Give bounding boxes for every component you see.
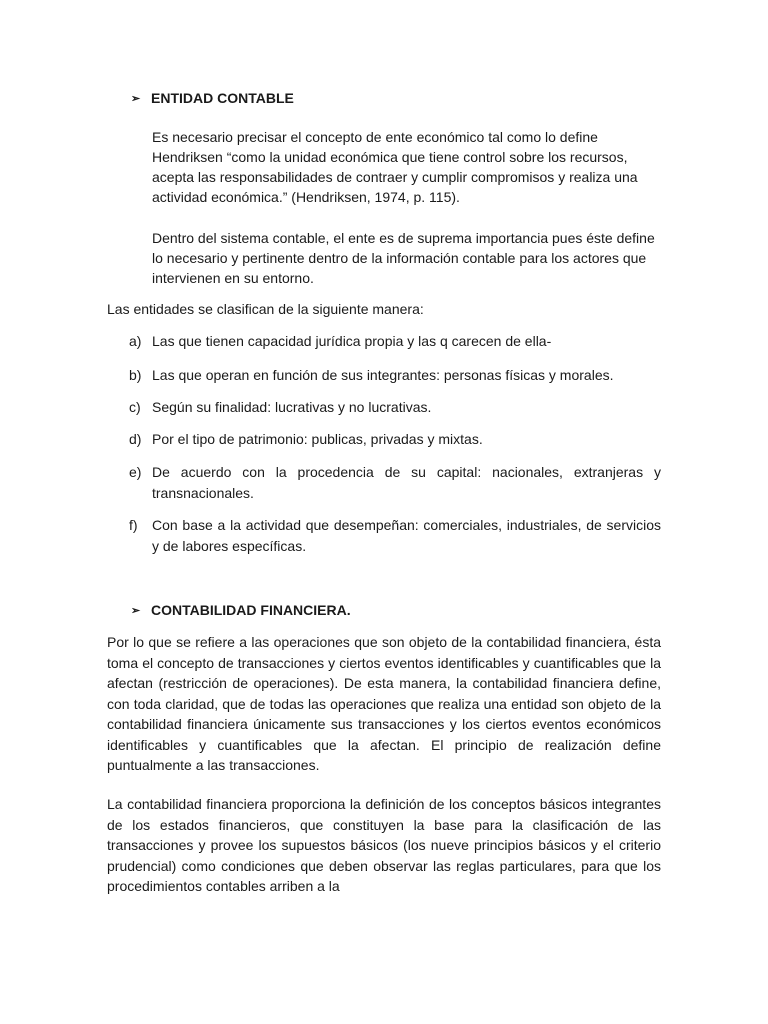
list-marker: f) bbox=[129, 517, 138, 533]
section-title: CONTABILIDAD FINANCIERA. bbox=[151, 602, 351, 618]
arrow-bullet-icon: ➢ bbox=[131, 605, 141, 617]
section-heading-entidad-contable bbox=[131, 88, 294, 109]
list-marker: c) bbox=[129, 399, 141, 415]
list-item-text: Las que operan en función de sus integrantes: personas físicas y morales. bbox=[152, 367, 614, 383]
list-item bbox=[129, 462, 661, 503]
list-item-text: Por el tipo de patrimonio: publicas, privadas y mixtas. bbox=[152, 431, 483, 447]
list-item-text: De acuerdo con la procedencia de su capital: nacionales, extranjeras y transnacionales. bbox=[152, 464, 661, 501]
list-item bbox=[129, 365, 661, 386]
list-item bbox=[129, 331, 661, 352]
list-marker: b) bbox=[129, 367, 142, 383]
entidad-paragraph-2: Dentro del sistema contable, el ente es de suprema importancia pues éste define lo necesario y pertinente dentro de la información contable para los actores que intervienen en su entorno. bbox=[152, 230, 655, 286]
list-marker: d) bbox=[129, 431, 142, 447]
list-item-text: Con base a la actividad que desempeñan: comerciales, industriales, de servicios y de labores específicas. bbox=[152, 517, 661, 554]
section-title: ENTIDAD CONTABLE bbox=[151, 90, 294, 106]
classification-lead: Las entidades se clasifican de la siguiente manera: bbox=[107, 301, 424, 317]
financiera-paragraph-1: Por lo que se refiere a las operaciones que son objeto de la contabilidad financiera, ésta toma el concepto de transacciones y ciertos eventos identificables y cuantificables que la afectan (restricción de operaciones). De esta manera, la contabilidad financiera define, con toda claridad, que de todas las operaciones que realiza una entidad son objeto de la contabilidad financiera únicamente sus transacciones y los ciertos eventos económicos identificables y cuantificables que la afectan. El principio de realización define puntualmente a las transacciones. bbox=[107, 634, 661, 773]
list-item bbox=[129, 397, 661, 418]
list-item-text: Las que tienen capacidad jurídica propia y las q carecen de ella- bbox=[152, 333, 552, 349]
financiera-paragraph-2: La contabilidad financiera proporciona la definición de los conceptos básicos integrantes de los estados financieros, que constituyen la base para la clasificación de las transacciones y provee los supuestos básicos (los nueve principios básicos y el criterio prudencial) como condiciones que deben observar las reglas particulares, para que los procedimientos contables arriben a la bbox=[107, 796, 661, 894]
section-heading-contabilidad-financiera bbox=[131, 600, 351, 621]
list-item-text: Según su finalidad: lucrativas y no lucrativas. bbox=[152, 399, 432, 415]
list-item bbox=[129, 515, 661, 556]
list-item bbox=[129, 429, 661, 450]
entidad-paragraph-1: Es necesario precisar el concepto de ente económico tal como lo define Hendriksen “como la unidad económica que tiene control sobre los recursos, acepta las responsabilidades de contraer y cumplir compromisos y realiza una actividad económica.” (Hendriksen, 1974, p. 115). bbox=[152, 129, 638, 205]
arrow-bullet-icon: ➢ bbox=[131, 93, 141, 105]
list-marker: a) bbox=[129, 333, 142, 349]
list-marker: e) bbox=[129, 464, 142, 480]
